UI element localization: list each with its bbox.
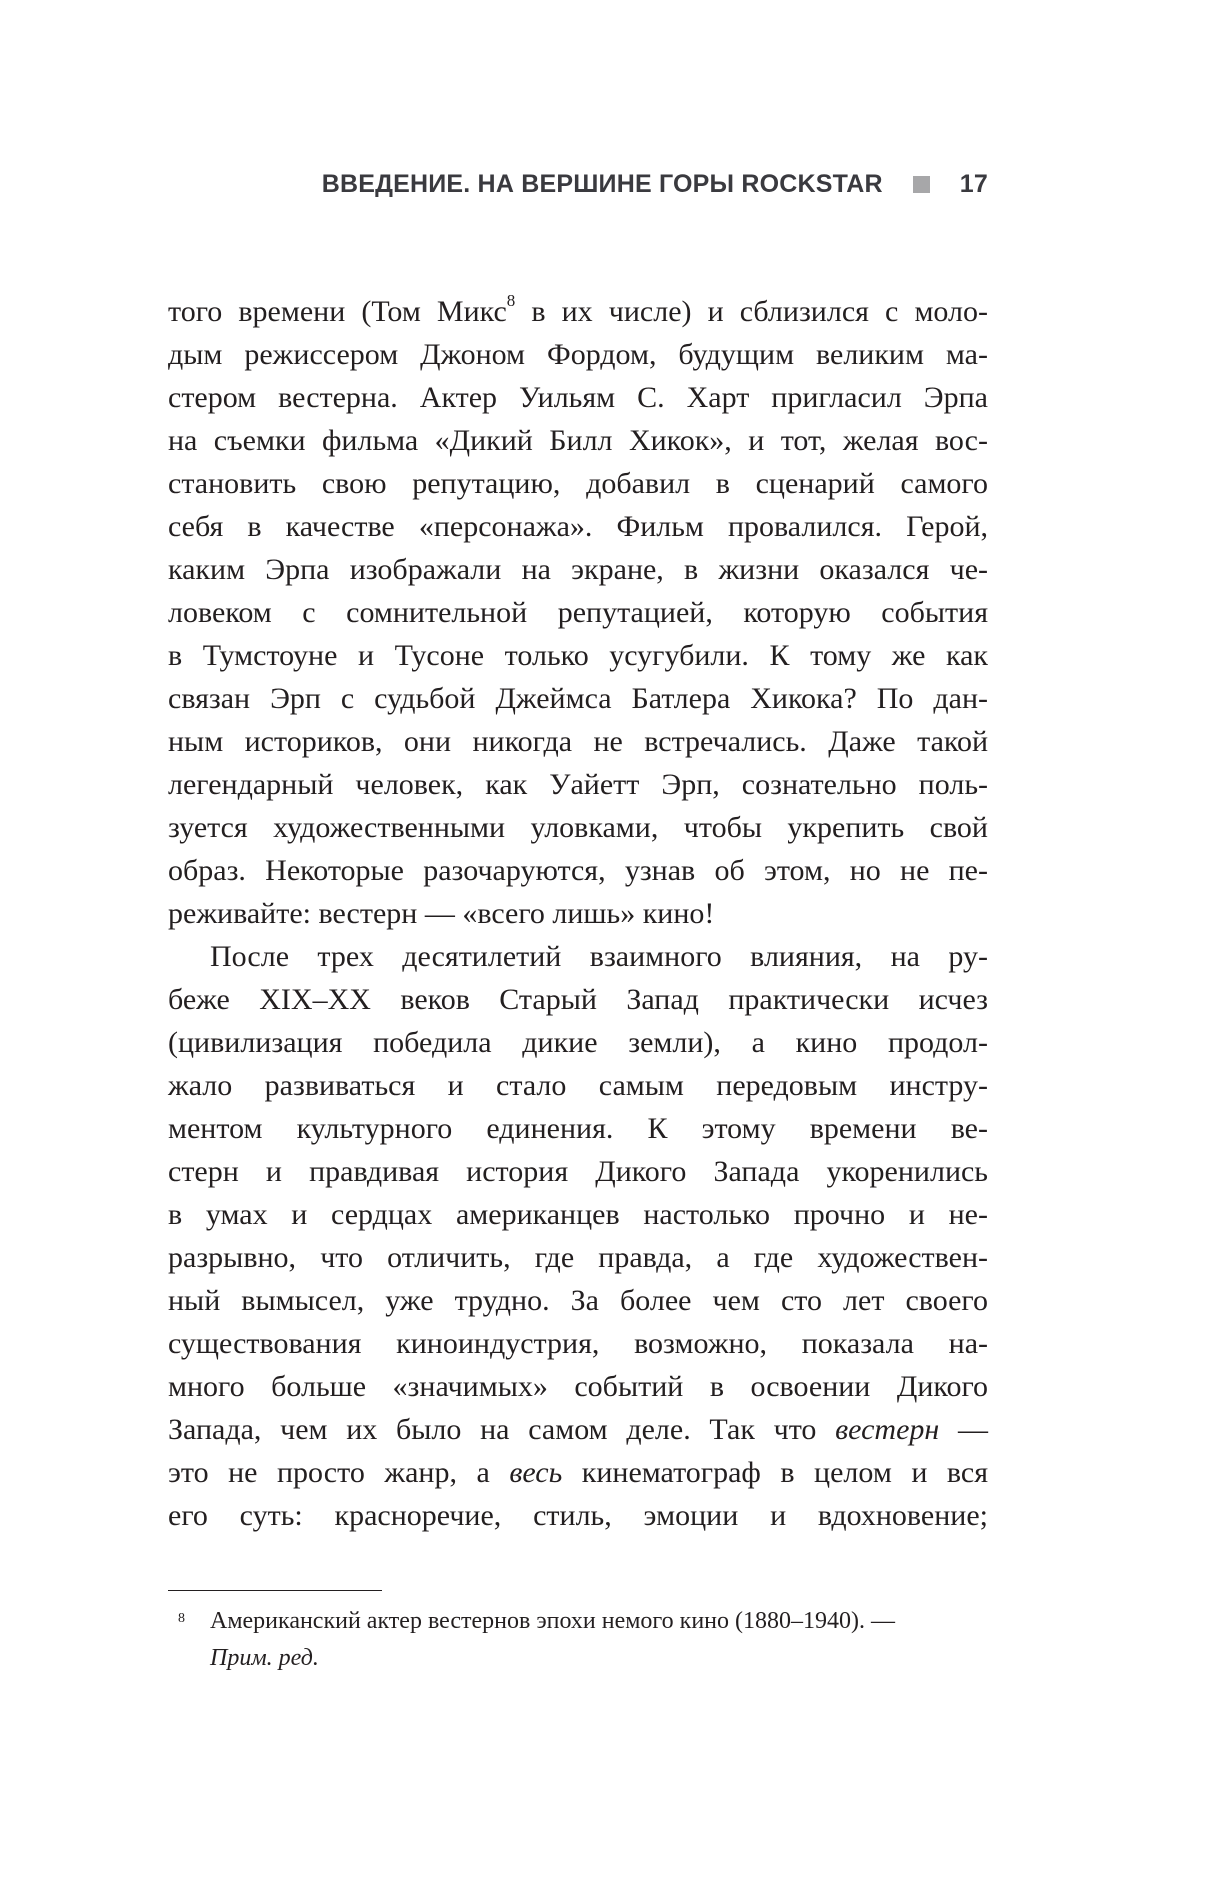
text-line: образ. Некоторые разочаруются, узнав об этом, но не пе- [168, 854, 988, 887]
text-run: Запада, чем их было на самом деле. Так что [168, 1413, 836, 1446]
text-line: ный вымысел, уже трудно. За более чем сто лет своего [168, 1284, 988, 1317]
text-line: дым режиссером Джоном Фордом, будущим великим ма- [168, 338, 988, 371]
text-line [168, 1408, 988, 1451]
text-line: жало развиваться и стало самым передовым инстру- [168, 1069, 988, 1102]
running-head-title: ВВЕДЕНИЕ. НА ВЕРШИНЕ ГОРЫ ROCKSTAR [321, 170, 883, 198]
text-run: это не просто жанр, а [168, 1456, 510, 1489]
text-line: себя в качестве «персонажа». Фильм провалился. Герой, [168, 510, 988, 543]
footnote-text: Американский актер вестернов эпохи немого кино (1880–1940). — [210, 1608, 896, 1634]
footnote-divider [168, 1590, 382, 1591]
text-run: После трех десятилетий взаимного влияния, на ру- [210, 940, 988, 973]
text-line: стером вестерна. Актер Уильям С. Харт пригласил Эрпа [168, 381, 988, 414]
emphasis: вестерн [835, 1413, 940, 1446]
text-line: реживайте: вестерн — «всего лишь» кино! [168, 897, 715, 930]
text-run: кинематограф в целом и вся [562, 1456, 988, 1489]
text-line: (цивилизация победила дикие земли), а кино продол- [168, 1026, 988, 1059]
text-run: в их числе) и сблизился с моло- [515, 295, 988, 328]
page-body [168, 290, 988, 1537]
text-line: ловеком с сомнительной репутацией, которую события [168, 596, 988, 629]
text-line: беже XIX–XX веков Старый Запад практически исчез [168, 983, 988, 1016]
running-head-separator [913, 176, 930, 193]
paragraph-1 [168, 290, 988, 935]
footnote [168, 1603, 988, 1677]
text-line: каким Эрпа изображали на экране, в жизни оказался че- [168, 553, 988, 586]
text-line: в Тумстоуне и Тусоне только усугубили. К тому же как [168, 639, 988, 672]
text-line: ментом культурного единения. К этому времени ве- [168, 1112, 988, 1145]
text-line: легендарный человек, как Уайетт Эрп, сознательно поль- [168, 768, 988, 801]
text-line [168, 935, 988, 978]
text-line [168, 1451, 988, 1494]
text-run: того времени (Том Микс [168, 295, 507, 328]
footnote-mark: 8 [178, 1611, 185, 1626]
paragraph-2 [168, 935, 988, 1537]
page-number: 17 [959, 170, 988, 198]
text-line: связан Эрп с судьбой Джеймса Батлера Хикока? По дан- [168, 682, 988, 715]
text-line: его суть: красноречие, стиль, эмоции и вдохновение; [168, 1499, 988, 1532]
running-head [168, 170, 988, 199]
text-line: ным историков, они никогда не встречались. Даже такой [168, 725, 988, 758]
text-line [168, 290, 988, 333]
text-line: зуется художественными уловками, чтобы укрепить свой [168, 811, 988, 844]
text-line: на съемки фильма «Дикий Билл Хикок», и тот, желая вос- [168, 424, 988, 457]
emphasis: весь [509, 1456, 563, 1489]
footnote-ref[interactable]: 8 [506, 291, 516, 310]
text-run: — [939, 1413, 989, 1446]
text-line: много больше «значимых» событий в освоении Дикого [168, 1370, 988, 1403]
text-line: стерн и правдивая история Дикого Запада укоренились [168, 1155, 988, 1188]
text-line: существования киноиндустрия, возможно, показала на- [168, 1327, 988, 1360]
text-line: становить свою репутацию, добавил в сценарий самого [168, 467, 988, 500]
text-line: разрывно, что отличить, где правда, а где художествен- [168, 1241, 988, 1274]
footnote-editor-note: Прим. ред. [210, 1645, 319, 1671]
footnote-body [210, 1603, 988, 1677]
text-line: в умах и сердцах американцев настолько прочно и не- [168, 1198, 988, 1231]
